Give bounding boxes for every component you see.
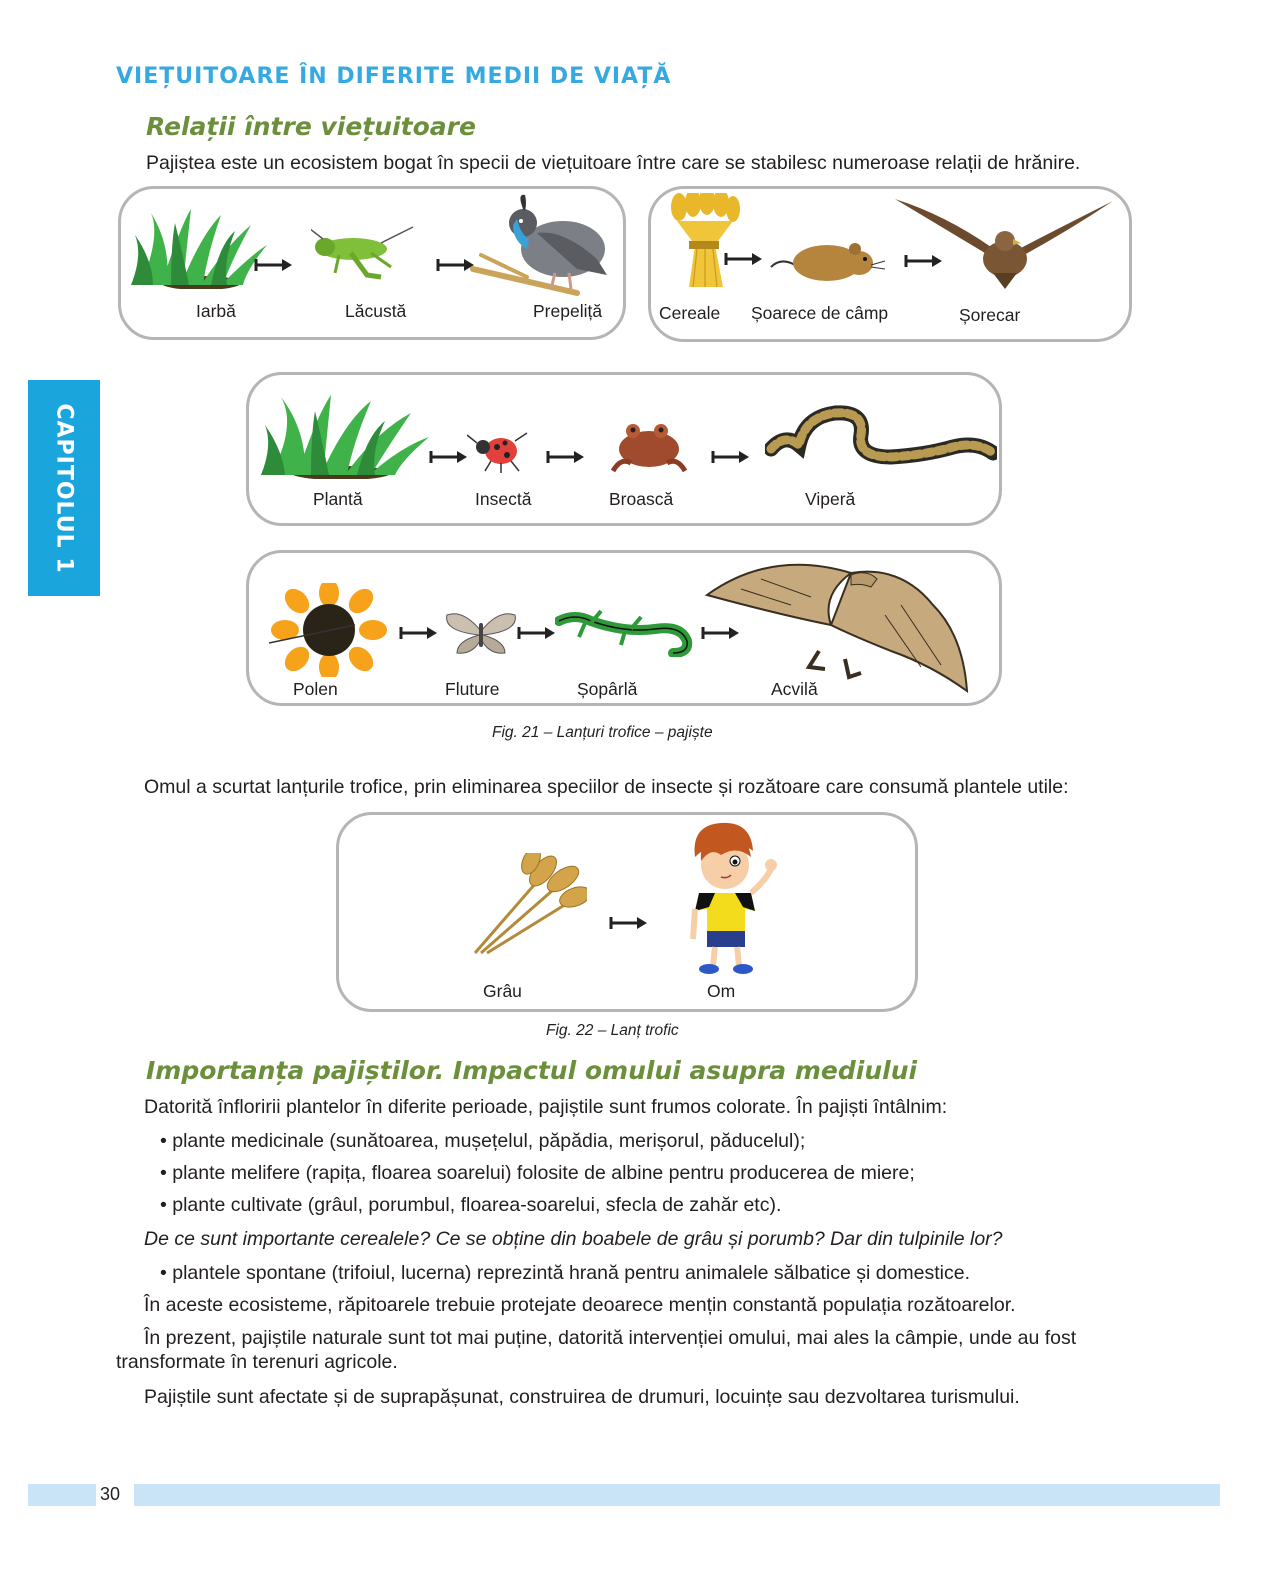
arrow-icon — [711, 449, 751, 465]
chain-label: Acvilă — [771, 679, 818, 699]
figure-caption-22: Fig. 22 – Lanț trofic — [546, 1022, 679, 1039]
list-item: • plante cultivate (grâul, porumbul, floarea-soarelui, sfecla de zahăr etc). — [160, 1194, 782, 1216]
chain-label: Insectă — [475, 489, 532, 509]
arrow-icon — [517, 625, 557, 641]
paragraph-predators: În aceste ecosisteme, răpitoarele trebuie protejate deoarece mențin constantă populația rozătoarelor. — [144, 1294, 1016, 1316]
frog-image — [607, 421, 691, 473]
grasshopper-image — [311, 223, 415, 281]
page-number: 30 — [100, 1484, 121, 1504]
lizard-image — [555, 607, 693, 657]
chain-label: Șorecar — [959, 305, 1021, 325]
buzzard-image — [895, 195, 1113, 291]
quail-image — [467, 189, 617, 297]
chain-label: Șoarece de câmp — [751, 303, 889, 323]
human-impact-paragraph: Omul a scurtat lanțurile trofice, prin eliminarea speciilor de insecte și rozătoare care consumă plantele utile: — [144, 776, 1069, 798]
chain-label: Om — [707, 981, 736, 1001]
chain-label: Lăcustă — [345, 301, 407, 321]
chapter-side-tab — [28, 380, 100, 596]
chain-label: Iarbă — [196, 301, 236, 321]
arrow-icon — [724, 251, 764, 267]
butterfly-image — [443, 609, 519, 657]
footer-bar-right — [134, 1484, 1220, 1506]
chain-label: Viperă — [805, 489, 856, 509]
chain-label: Cereale — [659, 303, 721, 323]
list-item: • plante melifere (rapița, floarea soarelui) folosite de albine pentru producerea de miere; — [160, 1162, 915, 1184]
list-item: • plante medicinale (sunătoarea, mușețelul, păpădia, merișorul, păducelul); — [160, 1130, 806, 1152]
plant-image — [261, 391, 431, 479]
arrow-icon — [254, 257, 294, 273]
paragraph-natural-meadows: În prezent, pajiștile naturale sunt tot mai puține, datorită intervenției omului, mai ales la câmpie, unde au fost transformate în terenuri agricole. — [116, 1327, 1077, 1373]
figure-caption-21: Fig. 21 – Lanțuri trofice – pajiște — [492, 724, 713, 741]
chapter-header-title: VIEȚUITOARE ÎN DIFERITE MEDII DE VIAȚĂ — [116, 64, 672, 89]
wheat-image — [471, 853, 587, 957]
chain-label: Broască — [609, 489, 674, 509]
chain-label: Polen — [293, 679, 338, 699]
food-chain-box-3 — [246, 372, 1002, 526]
chapter-side-tab-label: CAPITOLUL 1 — [51, 402, 77, 574]
food-chain-box-4 — [246, 550, 1002, 706]
section-intro-paragraph: Pajiștea este un ecosistem bogat în specii de viețuitoare între care se stabilesc numeroase relații de hrănire. — [146, 152, 1081, 174]
food-chain-box-1 — [118, 186, 626, 340]
food-chain-box-2 — [648, 186, 1132, 342]
chain-label: Fluture — [445, 679, 500, 699]
section-title-importance: Importanța pajiștilor. Impactul omului asupra mediului — [146, 1056, 918, 1085]
footer-bar-left — [28, 1484, 96, 1506]
arrow-icon — [429, 449, 469, 465]
boy-image — [681, 821, 781, 975]
eagle-image — [701, 555, 975, 693]
insect-image — [467, 427, 533, 473]
chain-label: Șopârlă — [577, 679, 638, 699]
arrow-icon — [399, 625, 439, 641]
arrow-icon — [609, 915, 649, 931]
chain-label: Grâu — [483, 981, 522, 1001]
arrow-icon — [546, 449, 586, 465]
question-text: De ce sunt importante cerealele? Ce se obține din boabele de grâu și porumb? Dar din tulpinile lor? — [144, 1228, 1003, 1250]
chain-label: Plantă — [313, 489, 363, 509]
paragraph-overgrazing: Pajiștile sunt afectate și de suprapășunat, construirea de drumuri, locuințe sau dezvoltarea turismului. — [144, 1386, 1020, 1408]
field-mouse-image — [767, 235, 887, 285]
viper-image — [765, 405, 997, 471]
wheat-sheaf-image — [667, 193, 741, 289]
food-chain-box-5 — [336, 812, 918, 1012]
list-item: • plantele spontane (trifoiul, lucerna) reprezintă hrană pentru animalele sălbatice și domestice. — [160, 1262, 971, 1284]
grass-image — [131, 205, 271, 289]
sunflower-image — [265, 583, 395, 677]
section2-intro-paragraph: Datorită înfloririi plantelor în diferite perioade, pajiștile sunt frumos colorate. În pajiști întâlnim: — [144, 1096, 948, 1118]
chain-label: Prepeliță — [533, 301, 603, 321]
section-title-relations: Relații între viețuitoare — [146, 112, 476, 141]
